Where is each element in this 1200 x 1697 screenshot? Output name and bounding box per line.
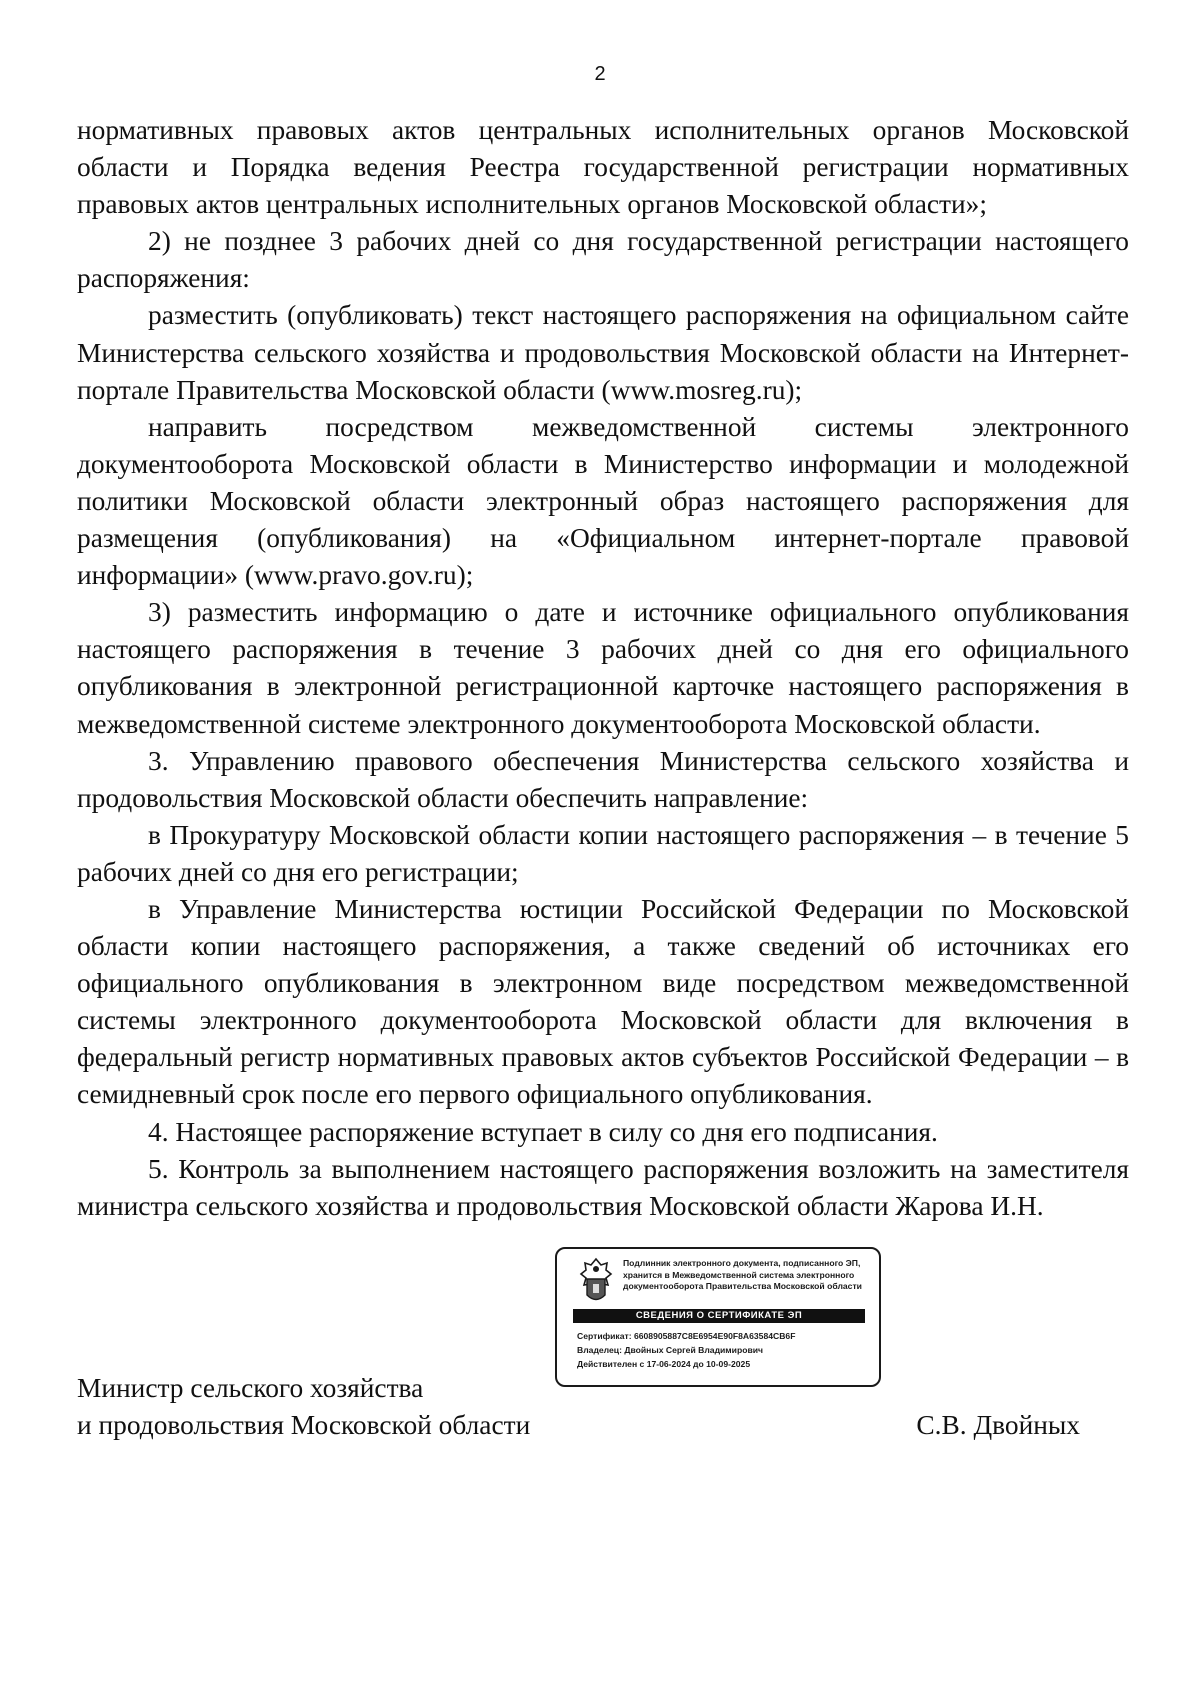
signatory-title-line: и продовольствия Московской области (77, 1410, 531, 1441)
stamp-header (623, 1258, 873, 1293)
paragraph-justice-ministry: в Управление Министерства юстиции Российской Федерации по Московской области копии настоящего распоряжения, а также сведений об источниках его официального опубликования в электронном виде посредством межведомственной системы электронного документооборота Московской области для включения в федеральный регистр нормативных правовых актов субъектов Российской Федерации – в семидневный срок после его первого официального опубликования. (77, 893, 1129, 1110)
electronic-signature-stamp (555, 1247, 881, 1387)
signatory-title-line: Министр сельского хозяйства (77, 1373, 424, 1403)
certificate-owner: Владелец: Двойных Сергей Владимирович (577, 1345, 763, 1355)
stamp-header-line: документооборота Правительства Московской области (623, 1281, 862, 1291)
certificate-info-bar: СВЕДЕНИЯ О СЕРТИФИКАТЕ ЭП (573, 1309, 865, 1323)
paragraph-item-3: 3) разместить информацию о дате и источнике официального опубликования настоящего распоряжения в течение 3 рабочих дней со дня его официального опубликования в электронной регистрационной карточке настоящего распоряжения в межведомственной системе электронного документооборота Московской области. (77, 597, 1129, 739)
certificate-number: Сертификат: 6608905887C8E6954E90F8A63584CB6F (577, 1331, 796, 1341)
paragraph-section-4: 4. Настоящее распоряжение вступает в силу со дня его подписания. (148, 1116, 938, 1147)
paragraph-section-5: 5. Контроль за выполнением настоящего распоряжения возложить на заместителя министра сельского хозяйства и продовольствия Московской области Жарова И.Н. (77, 1153, 1129, 1221)
paragraph-continuation: нормативных правовых актов центральных исполнительных органов Московской области и Порядка ведения Реестра государственной регистрации нормативных правовых актов центральных исполнительных органов Московской области»; (77, 115, 1129, 220)
paragraph-publish-site: разместить (опубликовать) текст настоящего распоряжения на официальном сайте Министерства сельского хозяйства и продовольствия Московской области на Интернет-портале Правительства Московской области (www.mosreg.ru); (77, 300, 1129, 405)
paragraph-send-ministry: направить посредством межведомственной системы электронного документооборота Московской области в Министерство информации и молодежной политики Московской области электронный образ настоящего распоряжения для размещения (опубликования) на «Официальном интернет-портале правовой информации» (www.pravo.gov.ru); (77, 411, 1129, 591)
page-number: 2 (594, 63, 606, 85)
certificate-validity: Действителен с 17-06-2024 до 10-09-2025 (577, 1359, 751, 1369)
paragraph-item-2: 2) не позднее 3 рабочих дней со дня государственной регистрации настоящего распоряжения: (77, 226, 1129, 294)
signatory-name: С.В. Двойных (916, 1410, 1080, 1440)
stamp-header-line: хранится в Межведомственной система электронного (623, 1269, 855, 1280)
document-body (77, 112, 1129, 1225)
paragraph-section-3: 3. Управлению правового обеспечения Министерства сельского хозяйства и продовольствия Московской области обеспечить направление: (77, 745, 1129, 813)
signatory-title (77, 1370, 530, 1444)
paragraph-prosecutor: в Прокуратуру Московской области копии настоящего распоряжения – в течение 5 рабочих дней со дня его регистрации; (77, 819, 1129, 887)
coat-of-arms-icon (577, 1257, 615, 1307)
stamp-header-line: Подлинник электронного документа, подписанного ЭП, (623, 1258, 861, 1268)
certificate-details (577, 1329, 867, 1371)
